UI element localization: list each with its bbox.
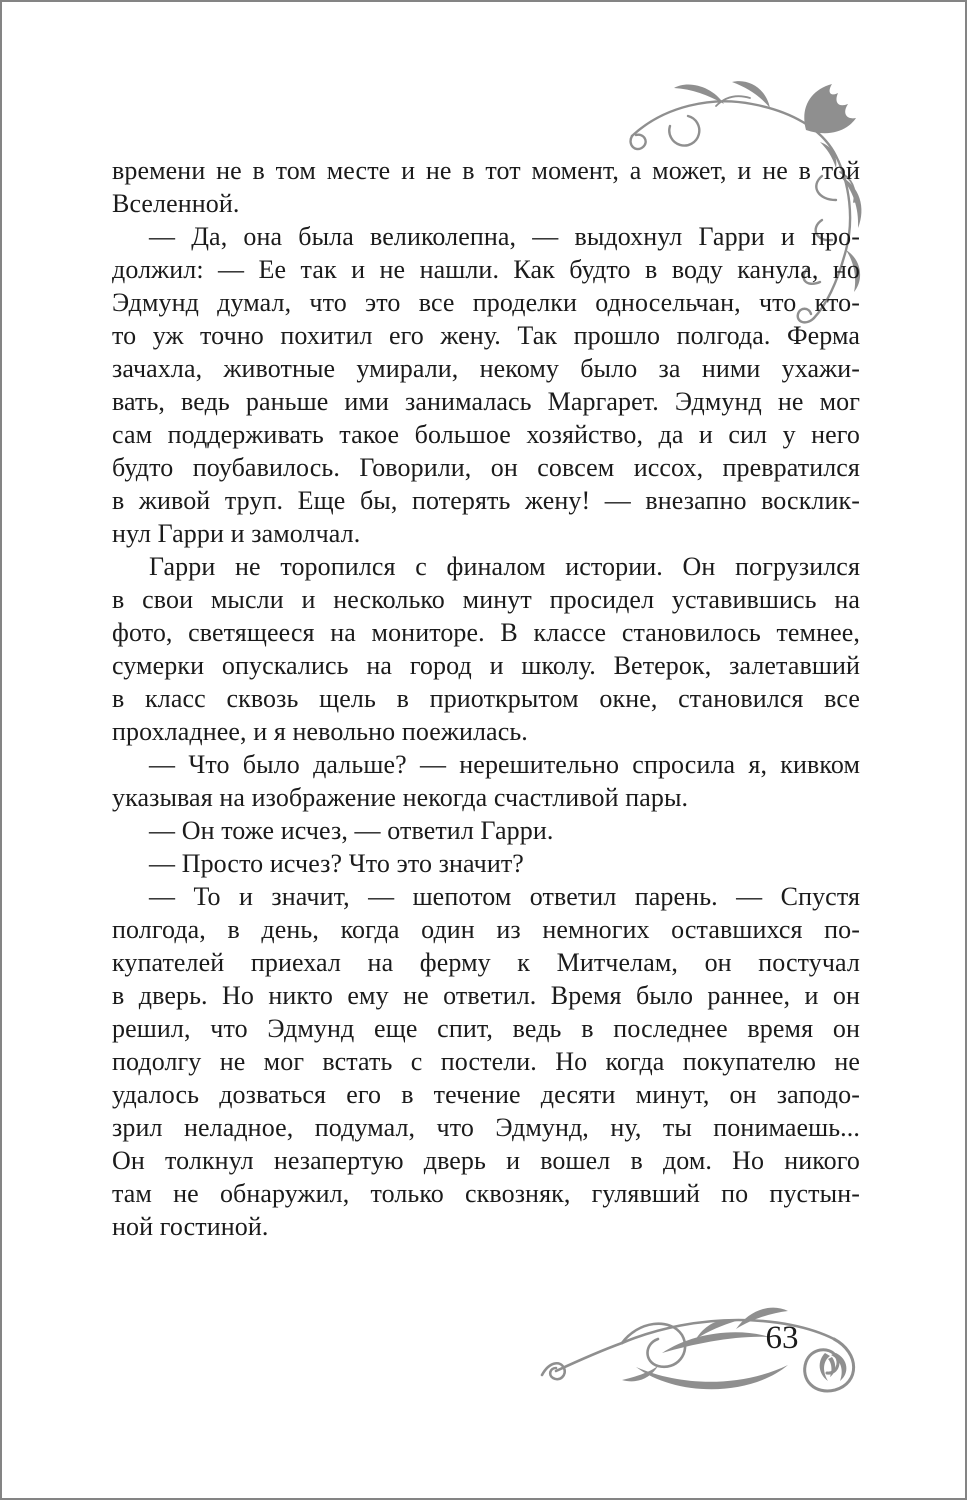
text-line: в свои мысли и несколько минут просидел уставившись на xyxy=(112,585,860,614)
text-line: зрил неладное, подумал, что Эдмунд, ну, ты понимаешь... xyxy=(112,1113,860,1142)
text-line: в класс сквозь щель в приоткрытом окне, становился все xyxy=(112,684,860,713)
text-line: удалось дозваться его в течение десяти минут, он заподо- xyxy=(112,1080,860,1109)
text-line: полгода, в день, когда один из немногих оставшихся по- xyxy=(112,915,860,944)
text-line: фото, светящееся на мониторе. В классе становилось темнее, xyxy=(112,618,860,647)
text-line: подолгу не мог встать с постели. Но когда покупателю не xyxy=(112,1047,860,1076)
paragraph xyxy=(112,154,860,220)
text-line: сумерки опускались на город и школу. Ветерок, залетавший xyxy=(112,651,860,680)
text-line: — Он тоже исчез, — ответил Гарри. xyxy=(149,816,554,845)
text-line: Он толкнул незапертую дверь и вошел в дом. Но никого xyxy=(112,1146,860,1175)
text-line: — То и значит, — шепотом ответил парень. — Спустя xyxy=(149,882,860,911)
text-line: — Да, она была великолепна, — выдохнул Гарри и про- xyxy=(149,222,860,251)
footer-flourish-ornament xyxy=(538,1295,882,1397)
text-line: вать, ведь раньше ими занималась Маргарет. Эдмунд не мог xyxy=(112,387,860,416)
text-line: ной гостиной. xyxy=(112,1212,269,1241)
page-text xyxy=(112,154,860,1243)
paragraph xyxy=(112,880,860,1243)
text-line: нул Гарри и замолчал. xyxy=(112,519,361,548)
text-line: Эдмунд думал, что это все проделки односельчан, что кто- xyxy=(112,288,860,317)
text-line: в дверь. Но никто ему не ответил. Время было раннее, и он xyxy=(112,981,860,1010)
paragraph xyxy=(112,814,860,847)
paragraph xyxy=(112,550,860,748)
text-line: Гарри не торопился с финалом истории. Он погрузился xyxy=(149,552,860,581)
paragraph xyxy=(112,220,860,550)
paragraph xyxy=(112,847,860,880)
text-line: Вселенной. xyxy=(112,189,240,218)
text-line: решил, что Эдмунд еще спит, ведь в последнее время он xyxy=(112,1014,860,1043)
text-line: там не обнаружил, только сквозняк, гулявший по пустын- xyxy=(112,1179,860,1208)
paragraph xyxy=(112,748,860,814)
text-line: прохладнее, и я невольно поежилась. xyxy=(112,717,528,746)
text-line: указывая на изображение некогда счастливой пары. xyxy=(112,783,689,812)
text-line: купателей приехал на ферму к Митчелам, он постучал xyxy=(112,948,860,977)
text-line: — Просто исчез? Что это значит? xyxy=(149,849,524,878)
text-line: должил: — Ее так и не нашли. Как будто в воду канула, но xyxy=(112,255,860,284)
text-line: зачахла, животные умирали, некому было за ними ухажи- xyxy=(112,354,860,383)
text-line: сам поддерживать такое большое хозяйство, да и сил у него xyxy=(112,420,860,449)
page-number: 63 xyxy=(765,1320,799,1356)
text-line: — Что было дальше? — нерешительно спросила я, кивком xyxy=(149,750,860,779)
text-line: то уж точно похитил его жену. Так прошло полгода. Ферма xyxy=(112,321,860,350)
text-line: времени не в том месте и не в тот момент, а может, и не в той xyxy=(112,156,860,185)
text-line: в живой труп. Еще бы, потерять жену! — внезапно восклик- xyxy=(112,486,860,515)
text-line: будто поубавилось. Говорили, он совсем иссох, превратился xyxy=(112,453,860,482)
